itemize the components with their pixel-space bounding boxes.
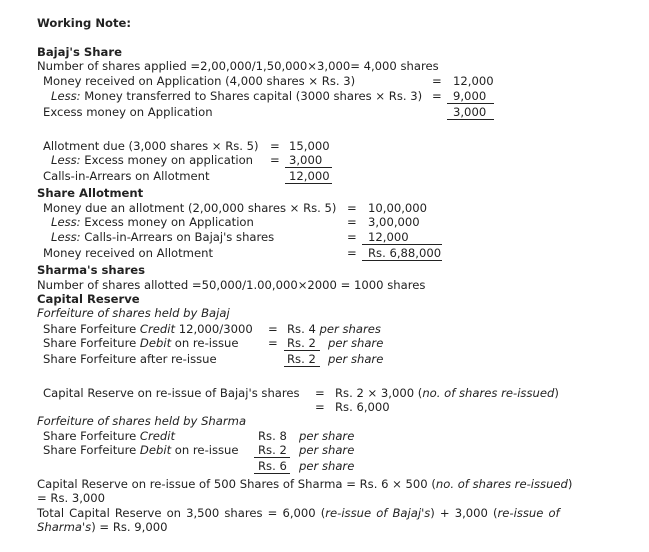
- text-part: no. of shares re-issued: [422, 386, 555, 400]
- sharma-forfeiture-row3-unit: per share: [299, 459, 355, 473]
- bajaj-applied-line: Number of shares applied =2,00,000/1,50,000×3,000= 4,000 shares: [37, 59, 439, 73]
- text-part: Sharma's: [37, 520, 92, 534]
- bajaj-subtotal-rule: [447, 103, 494, 104]
- less-label: Less:: [51, 215, 81, 229]
- capital-reserve-title: Capital Reserve: [37, 292, 140, 306]
- allotment-total-rule: [285, 183, 332, 184]
- bajaj-forfeiture-row1-eq: =: [268, 322, 278, 336]
- text-part: re-issue of Bajaj's: [325, 506, 431, 520]
- sa-total-rule: [362, 260, 442, 261]
- cr-bajaj-value: [335, 386, 559, 400]
- bajaj-row1-label: Money received on Application (4,000 shares × Rs. 3): [43, 74, 356, 88]
- allotment-row1-eq: =: [270, 139, 280, 153]
- bajaj-row3-value: 3,000: [453, 105, 487, 119]
- working-note-heading: Working Note:: [37, 16, 132, 30]
- sa-row4-label: Money received on Allotment: [43, 246, 213, 260]
- sa-row3: [51, 230, 274, 244]
- sa-row1-eq: =: [347, 201, 357, 215]
- cr-bajaj-value2: Rs. 6,000: [335, 400, 390, 414]
- sa-row3-value: 12,000: [368, 230, 409, 244]
- bajaj-forfeiture-row2-eq: =: [268, 336, 278, 350]
- text-part: ): [567, 477, 573, 491]
- bajaj-forfeiture-subtotal-rule: [284, 350, 320, 351]
- bajaj-forfeiture-row2-unit: per share: [328, 336, 384, 350]
- bajaj-forfeiture-subtitle: Forfeiture of shares held by Bajaj: [37, 306, 230, 320]
- text-part: ): [554, 386, 559, 400]
- sa-row2: [51, 215, 254, 229]
- bajaj-forfeiture-row2: [43, 336, 239, 350]
- allotment-row1-value: 15,000: [289, 139, 330, 153]
- allotment-row2-value: 3,000: [289, 153, 323, 167]
- sharma-forfeiture-row2-unit: per share: [299, 443, 355, 457]
- text-part: Share Forfeiture: [43, 322, 140, 336]
- sharma-forfeiture-row3-value: Rs. 6: [258, 459, 287, 473]
- cr-bajaj-eq: =: [315, 386, 325, 400]
- text-part: Rs. 2 × 3,000 (: [335, 386, 423, 400]
- sharma-shares-title: Sharma's shares: [37, 263, 145, 277]
- sa-row4-value: Rs. 6,88,000: [368, 246, 442, 260]
- text-part: Debit: [139, 336, 172, 350]
- text-part: Credit: [139, 429, 176, 443]
- bajaj-forfeiture-row1: [43, 322, 253, 336]
- bajaj-share-title: Bajaj's Share: [37, 45, 122, 59]
- sa-row1-label: Money due an allotment (2,00,000 shares × Rs. 5): [43, 201, 337, 215]
- less-label: Less:: [51, 89, 81, 103]
- text-part: Share Forfeiture: [43, 336, 140, 350]
- sharma-forfeiture-row2-value: Rs. 2: [258, 443, 287, 457]
- bajaj-row3-label: Excess money on Application: [43, 105, 213, 119]
- bajaj-forfeiture-row3-label: Share Forfeiture after re-issue: [43, 352, 217, 366]
- text-part: Share Forfeiture: [43, 429, 140, 443]
- bajaj-forfeiture-row1-value: [287, 322, 381, 336]
- sa-subtotal-rule: [362, 244, 442, 245]
- cr-bajaj-eq2: =: [315, 400, 325, 414]
- bajaj-row2-value: 9,000: [453, 89, 487, 103]
- sa-row3-eq: =: [347, 230, 357, 244]
- bajaj-row2-label: Money transferred to Shares capital (3000 shares × Rs. 3): [84, 89, 423, 103]
- bajaj-row2-eq: =: [432, 89, 442, 103]
- bajaj-row1-eq: =: [432, 74, 442, 88]
- bajaj-forfeiture-total-rule: [284, 366, 320, 367]
- sa-row4-eq: =: [347, 246, 357, 260]
- text-part: Debit: [139, 443, 172, 457]
- sharma-forfeiture-row1-unit: per share: [299, 429, 355, 443]
- bajaj-row2: [51, 89, 422, 103]
- text-part: on re-issue: [171, 443, 239, 457]
- text-part: Rs. 4: [287, 322, 320, 336]
- allotment-row2-eq: =: [270, 153, 280, 167]
- sharma-forfeiture-row1: [43, 429, 175, 443]
- cr-bajaj-label: Capital Reserve on re-issue of Bajaj's shares: [43, 386, 300, 400]
- sharma-forfeiture-total-rule: [254, 473, 290, 474]
- bajaj-total-rule: [447, 119, 494, 120]
- text-part: Credit: [139, 322, 176, 336]
- text-part: no. of shares re-issued: [435, 477, 568, 491]
- text-part: on re-issue: [171, 336, 239, 350]
- share-allotment-title: Share Allotment: [37, 186, 144, 200]
- total-capital-reserve-line1: [37, 506, 560, 520]
- text-part: Share Forfeiture: [43, 443, 140, 457]
- allotment-row3-label: Calls-in-Arrears on Allotment: [43, 169, 210, 183]
- sharma-forfeiture-subtotal-rule: [254, 457, 290, 458]
- text-part: re-issue of: [497, 506, 560, 520]
- allotment-row2: [51, 153, 253, 167]
- text-part: Capital Reserve on re-issue of 500 Shares of Sharma = Rs. 6 × 500 (: [37, 477, 436, 491]
- sharma-forfeiture-subtitle: Forfeiture of shares held by Sharma: [37, 414, 247, 428]
- allotment-row2-label: Excess money on application: [84, 153, 254, 167]
- text-part: 12,000/3000: [175, 322, 253, 336]
- bajaj-forfeiture-row2-value: Rs. 2: [287, 336, 316, 350]
- text-part: Total Capital Reserve on 3,500 shares = 6,000 (: [37, 506, 326, 520]
- text-part: ) + 3,000 (: [430, 506, 498, 520]
- sharma-forfeiture-row2: [43, 443, 239, 457]
- cr-sharma-line1: [37, 477, 572, 491]
- sa-row2-label: Excess money on Application: [84, 215, 254, 229]
- cr-sharma-line2: = Rs. 3,000: [37, 491, 106, 505]
- allotment-row1-label: Allotment due (3,000 shares × Rs. 5): [43, 139, 259, 153]
- sa-row1-value: 10,00,000: [368, 201, 428, 215]
- less-label: Less:: [51, 153, 81, 167]
- allotment-subtotal-rule: [285, 167, 332, 168]
- text-part: ) = Rs. 9,000: [91, 520, 168, 534]
- sa-row2-eq: =: [347, 215, 357, 229]
- bajaj-forfeiture-row3-value: Rs. 2: [287, 352, 316, 366]
- text-part: per shares: [319, 322, 381, 336]
- allotment-row3-value: 12,000: [289, 169, 330, 183]
- sharma-forfeiture-row1-value: Rs. 8: [258, 429, 287, 443]
- sa-row3-label: Calls-in-Arrears on Bajaj's shares: [84, 230, 275, 244]
- sharma-allotted-line: Number of shares allotted =50,000/1.00,000×2000 = 1000 shares: [37, 278, 426, 292]
- total-capital-reserve-line2: [37, 520, 167, 534]
- bajaj-forfeiture-row3-unit: per share: [328, 352, 384, 366]
- less-label: Less:: [51, 230, 81, 244]
- sa-row2-value: 3,00,000: [368, 215, 420, 229]
- bajaj-row1-value: 12,000: [453, 74, 494, 88]
